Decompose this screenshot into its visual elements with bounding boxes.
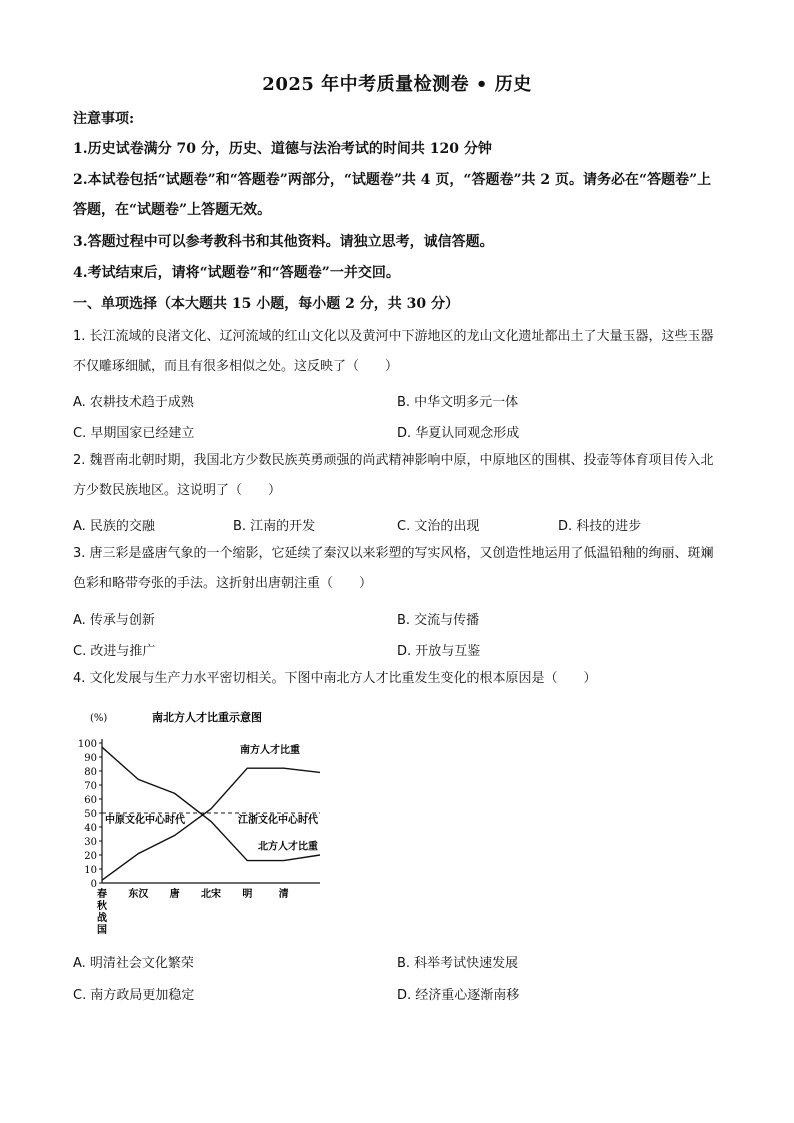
question-4-option-c[interactable]: C. 南方政局更加稳定 [73,988,195,1003]
x-tick-label: 明 [242,889,253,900]
note-3: 3.答题过程中可以参考教科书和其他资料。请独立思考，诚信答题。 [73,234,494,250]
question-2-option-c[interactable]: C. 文治的出现 [397,519,480,534]
question-3-option-b[interactable]: B. 交流与传播 [397,613,480,628]
annotation-central-plains: 中原文化中心时代 [105,814,185,826]
section-heading: 一、单项选择（本大题共 15 小题，每小题 2 分，共 30 分） [73,296,459,312]
x-tick-label: 清 [278,889,289,900]
question-3-option-a[interactable]: A. 传承与创新 [73,613,155,628]
y-tick-label: 80 [84,767,97,778]
question-2-stem: 2. 魏晋南北朝时期，我国北方少数民族英勇顽强的尚武精神影响中原，中原地区的围棋、投壶等体育项目传入北方少数民族地区。这说明了（ ） [73,453,714,498]
question-4-option-a[interactable]: A. 明清社会文化繁荣 [73,956,194,971]
note-2: 2.本试卷包括“试题卷”和“答题卷”两部分，“试题卷”共 4 页，“答题卷”共 2 页。请务必在“答题卷”上答题，在“试题卷”上答题无效。 [73,172,712,218]
question-1-option-c[interactable]: C. 早期国家已经建立 [73,426,195,441]
question-4-stem: 4. 文化发展与生产力水平密切相关。下图中南北方人才比重发生变化的根本原因是（ ） [73,671,597,686]
y-tick-label: 30 [84,837,97,848]
chart-title: 南北方人才比重示意图 [152,711,262,724]
question-4-option-d[interactable]: D. 经济重心逐渐南移 [397,988,520,1003]
y-tick-label: 0 [90,879,97,890]
x-tick-label: 唐 [169,889,180,900]
y-tick-label: 70 [84,781,97,792]
x-tick-label: 战 [97,913,107,924]
y-tick-label: 100 [77,739,97,750]
y-tick-label: 20 [84,851,97,862]
x-tick-label: 国 [97,925,107,936]
notes-heading: 注意事项: [73,111,135,127]
question-1-stem: 1. 长江流域的良渚文化、辽河流域的红山文化以及黄河中下游地区的龙山文化遗址都出土了大量玉器，这些玉器不仅雕琢细腻，而且有很多相似之处。这反映了（ ） [73,329,714,374]
y-tick-label: 90 [84,753,97,764]
series-label-south: 南方人才比重 [240,744,300,756]
chart-y-unit: (%) [90,713,108,724]
x-tick-label: 春 [97,889,107,900]
x-tick-label: 北宋 [201,889,221,900]
page-title: 2025 年中考质量检测卷 • 历史 [262,74,532,95]
note-1: 1.历史试卷满分 70 分，历史、道德与法治考试的时间共 120 分钟 [73,141,492,157]
question-3-option-d[interactable]: D. 开放与互鉴 [397,644,481,659]
series-label-north: 北方人才比重 [258,841,318,853]
x-tick-label: 秋 [97,901,107,912]
y-tick-label: 60 [84,795,97,806]
question-4-option-b[interactable]: B. 科举考试快速发展 [397,956,519,971]
question-3-stem: 3. 唐三彩是盛唐气象的一个缩影，它延续了秦汉以来彩塑的写实风格，又创造性地运用了低温铅釉的绚丽、斑斓色彩和略带夸张的手法。这折射出唐朝注重（ ） [73,546,714,591]
note-4: 4.考试结束后，请将“试题卷”和“答题卷”一并交回。 [73,265,400,281]
question-1-option-a[interactable]: A. 农耕技术趋于成熟 [73,395,194,410]
talent-ratio-chart [77,705,350,945]
question-1-option-b[interactable]: B. 中华文明多元一体 [397,395,519,410]
question-2-option-b[interactable]: B. 江南的开发 [233,519,316,534]
question-1-option-d[interactable]: D. 华夏认同观念形成 [397,426,520,441]
question-2-option-d[interactable]: D. 科技的进步 [558,519,642,534]
question-2-option-a[interactable]: A. 民族的交融 [73,519,155,534]
y-tick-label: 50 [84,809,97,820]
y-tick-label: 10 [84,865,97,876]
question-3-option-c[interactable]: C. 改进与推广 [73,644,156,659]
y-tick-label: 40 [84,823,97,834]
annotation-jiangzhe: 江浙文化中心时代 [238,814,318,826]
x-tick-label: 东汉 [128,889,149,900]
